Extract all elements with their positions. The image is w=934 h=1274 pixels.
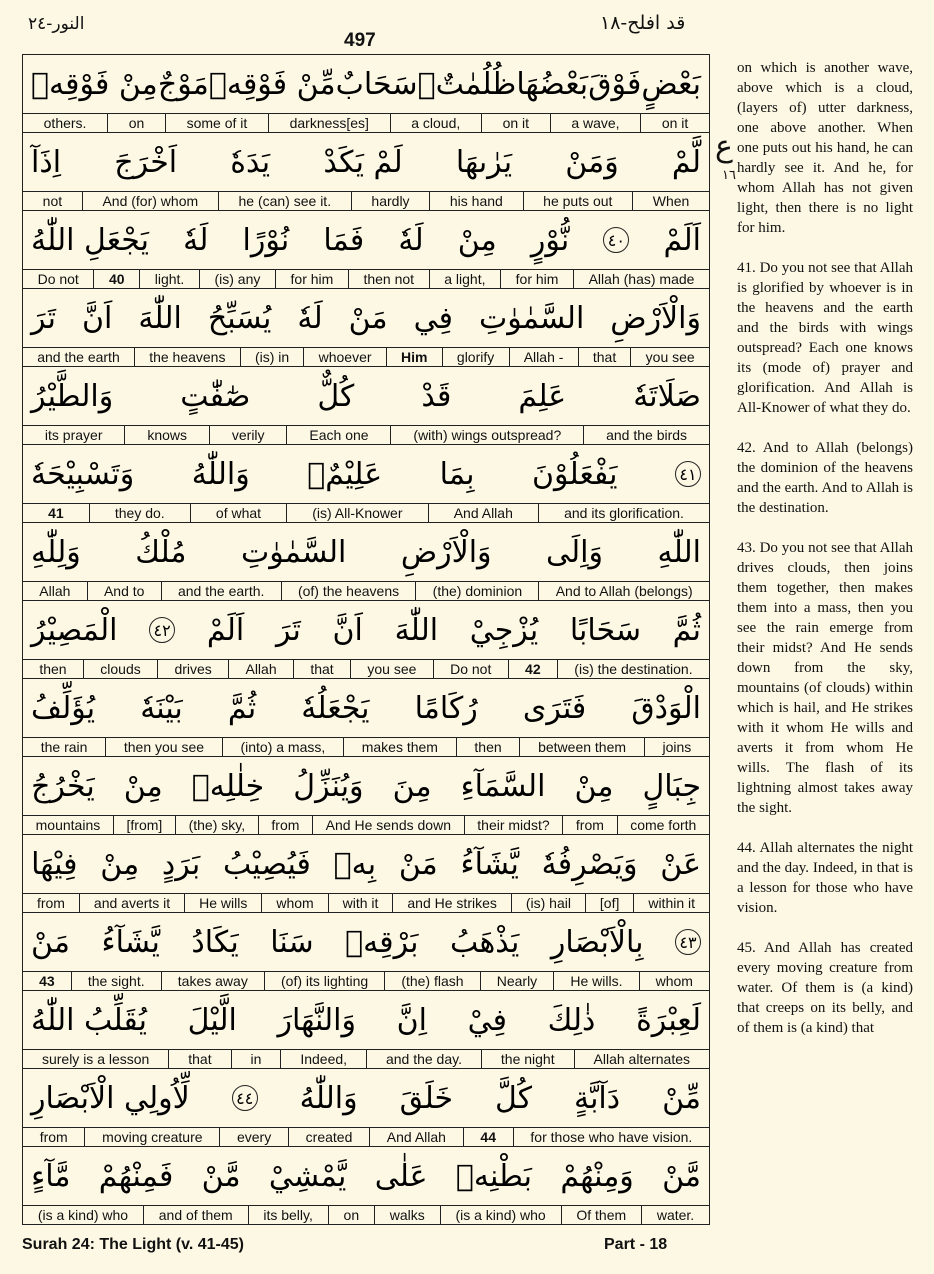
gloss-cell: And to	[87, 582, 161, 600]
arabic-word: لَهٗ	[183, 222, 209, 258]
gloss-cell: then	[456, 738, 520, 756]
english-gloss-line	[23, 425, 709, 444]
arabic-word: مُلْكُ	[135, 534, 187, 570]
arabic-word: يَذْهَبُ	[450, 924, 520, 960]
arabic-word: اَخْرَجَ	[114, 144, 178, 180]
arabic-word: نُوْرًا	[242, 222, 290, 258]
arabic-word: كُلٌّ	[317, 378, 355, 414]
gloss-cell: (is a kind) who	[440, 1206, 561, 1224]
arabic-word: عَلِمَ	[518, 378, 567, 414]
verse-row	[23, 1069, 709, 1147]
arabic-word: يَكَادُ	[191, 924, 239, 960]
gloss-cell: whoever	[303, 348, 385, 366]
gloss-cell: their midst?	[464, 816, 563, 834]
footer-surah-title: Surah 24: The Light (v. 41-45)	[22, 1236, 244, 1253]
arabic-word: اَلَمْ	[206, 612, 245, 648]
gloss-cell: he (can) see it.	[218, 192, 351, 210]
arabic-word: مَنْ	[398, 846, 438, 882]
arabic-word: اَلَمْ	[663, 222, 701, 258]
arabic-word: اَنَّ	[81, 300, 113, 336]
arabic-word: يَفْعَلُوْنَ	[532, 456, 618, 492]
arabic-word: لَّمْ	[671, 144, 701, 180]
gloss-cell: And (for) whom	[82, 192, 218, 210]
arabic-line	[23, 835, 709, 893]
gloss-cell: from	[258, 816, 312, 834]
arabic-word: وَيُنَزِّلُ	[293, 768, 364, 804]
gloss-cell: from	[39, 1129, 68, 1145]
gloss-cell: and averts it	[79, 894, 184, 912]
gloss-cell: the heavens	[134, 348, 240, 366]
gloss-cell: (is) any	[199, 270, 275, 288]
gloss-cell: walks	[374, 1206, 440, 1224]
gloss-verse-number: 41	[48, 505, 64, 521]
english-gloss-line	[23, 1205, 709, 1224]
gloss-cell: the night	[481, 1050, 574, 1068]
arabic-word: لَمْ يَكَدْ	[323, 144, 403, 180]
arabic-word: كُلَّ	[495, 1080, 533, 1116]
header-part-label: قد افلح-١٨	[600, 12, 686, 34]
gloss-cell: [from]	[113, 816, 175, 834]
gloss-cell: verily	[209, 426, 287, 444]
gloss-cell: on it	[481, 114, 550, 132]
gloss-cell: a light,	[429, 270, 500, 288]
gloss-cell: water.	[641, 1206, 709, 1224]
arabic-word: وَالنَّهَارَ	[277, 1002, 356, 1038]
arabic-line	[23, 367, 709, 425]
gloss-verse-number: 43	[39, 973, 55, 989]
gloss-cell: light.	[139, 270, 199, 288]
gloss-cell: that	[293, 660, 350, 678]
gloss-cell: Of them	[561, 1206, 641, 1224]
arabic-word: فَيُصِيْبُ	[222, 846, 311, 882]
arabic-word: مَنْ	[348, 300, 388, 336]
arabic-word: السَّمٰوٰتِ	[241, 534, 347, 570]
arabic-word: وَالطَّيْرُ	[31, 378, 114, 414]
arabic-word: وَالْاَرْضِ	[610, 300, 701, 336]
arabic-word: لَهٗ	[398, 222, 424, 258]
footer-part: Part - 18	[604, 1236, 668, 1253]
translation-paragraph: on which is another wave, above which is a cloud, (layers of) utter darkness, one above another. When one puts out his hand, he can hardly see it. And he, for whom Allah has not given light, then there is no light for him.	[737, 60, 913, 236]
verse-end-marker: ٤١	[675, 461, 701, 487]
arabic-word: بَرَدٍ	[161, 846, 201, 882]
gloss-cell: and its glorification.	[538, 504, 709, 522]
verse-row	[23, 679, 709, 757]
arabic-word: اللّٰهَ	[138, 300, 182, 336]
gloss-cell: (is) hail	[511, 894, 585, 912]
gloss-cell: from	[562, 816, 616, 834]
gloss-cell: [of]	[585, 894, 633, 912]
gloss-cell: (into) a mass,	[222, 738, 343, 756]
gloss-verse-number: 42	[508, 660, 557, 678]
arabic-line	[23, 133, 709, 191]
arabic-word: مِنْ	[123, 768, 163, 804]
gloss-cell: that	[578, 348, 631, 366]
gloss-cell: for him	[275, 270, 348, 288]
gloss-cell: And to Allah (belongs)	[538, 582, 709, 600]
arabic-word: يَّشَآءُ	[101, 924, 160, 960]
arabic-word: بَيْنَهٗ	[140, 690, 183, 726]
arabic-word: يُزْجِيْ	[469, 612, 539, 648]
arabic-word: فِي	[413, 300, 453, 336]
gloss-cell: Do not	[37, 271, 79, 287]
gloss-cell: some of it	[165, 114, 268, 132]
gloss-cell: on	[107, 114, 165, 132]
gloss-cell: then not	[348, 270, 429, 288]
arabic-line	[23, 55, 709, 113]
arabic-word: مِنْ	[457, 222, 497, 258]
gloss-verse-number: 40	[93, 270, 139, 288]
verse-row	[23, 601, 709, 679]
arabic-line	[23, 1147, 709, 1205]
gloss-cell: Allah	[228, 660, 293, 678]
header-surah-label: النور-٢٤	[28, 14, 85, 34]
gloss-cell: a wave,	[550, 114, 641, 132]
arabic-word: لَهٗ	[297, 300, 323, 336]
verse-row	[23, 367, 709, 445]
arabic-word: لَعِبْرَةً	[636, 1002, 701, 1038]
arabic-word: خَلَقَ	[399, 1080, 454, 1116]
gloss-cell: Do not	[433, 660, 508, 678]
arabic-word: بِالْاَبْصَارِ	[550, 924, 644, 960]
verse-row	[23, 991, 709, 1069]
arabic-word: اِذَآ	[31, 144, 62, 180]
verse-row	[23, 913, 709, 991]
gloss-cell: not	[42, 193, 63, 209]
arabic-line	[23, 523, 709, 581]
arabic-line	[23, 1069, 709, 1127]
ruku-ain-marker: ع	[715, 129, 733, 164]
translation-paragraph: 42. And to Allah (belongs) the dominion of the heavens and the earth. And to Allah is the destination.	[737, 440, 913, 516]
gloss-cell: then	[39, 661, 67, 677]
verse-row	[23, 445, 709, 523]
verse-end-marker: ٤٠	[603, 227, 629, 253]
gloss-cell: he puts out	[523, 192, 633, 210]
arabic-word: وَتَسْبِيْحَهٗ	[31, 456, 135, 492]
gloss-cell: makes them	[343, 738, 456, 756]
gloss-cell: and the birds	[583, 426, 709, 444]
translation-paragraph: 44. Allah alternates the night and the day. Indeed, in that is a lesson for those who have vision.	[737, 840, 913, 916]
gloss-cell: Allah	[39, 583, 71, 599]
word-by-word-grid	[22, 54, 710, 1225]
gloss-cell: and He strikes	[392, 894, 510, 912]
verse-end-marker: ٤٢	[149, 617, 175, 643]
verse-end-marker: ٤٤	[232, 1085, 258, 1111]
arabic-word: فَمِنْهُمْ	[98, 1158, 174, 1194]
english-gloss-line	[23, 347, 709, 366]
gloss-cell: moving creature	[84, 1128, 219, 1146]
ruku-number: ١٦	[722, 168, 736, 183]
gloss-cell: (is a kind) who	[37, 1207, 129, 1223]
arabic-line	[23, 757, 709, 815]
gloss-cell: you see	[350, 660, 433, 678]
arabic-word: الَّيْلَ	[187, 1002, 237, 1038]
gloss-cell: on	[328, 1206, 374, 1224]
gloss-cell: And He sends down	[312, 816, 464, 834]
gloss-cell: come forth	[617, 816, 709, 834]
arabic-word: السَّمَآءِ	[460, 768, 546, 804]
gloss-cell: joins	[644, 738, 709, 756]
arabic-word: فَوْقَ	[588, 66, 642, 102]
arabic-word: ثُمَّ	[227, 690, 257, 726]
arabic-word: فَمَا	[323, 222, 365, 258]
translation-column	[737, 58, 913, 1058]
gloss-cell: in	[231, 1050, 281, 1068]
gloss-cell: glorify	[442, 348, 509, 366]
gloss-cell: you see	[630, 348, 709, 366]
arabic-word: بِمَا	[439, 456, 475, 492]
arabic-word: الْمَصِيْرُ	[31, 612, 118, 648]
arabic-word: يَجْعَلُهٗ	[301, 690, 370, 726]
gloss-cell: drives	[157, 660, 228, 678]
arabic-word: وَالْاَرْضِ	[400, 534, 492, 570]
arabic-word: صَلَاتَهٗ	[633, 378, 701, 414]
english-gloss-line	[23, 1127, 709, 1146]
arabic-word: اللّٰهِ	[657, 534, 701, 570]
verse-row	[23, 1147, 709, 1225]
translation-paragraph: 43. Do you not see that Allah drives clouds, then joins them together, then makes them into a mass, then you see the rain emerge from their midst? And He sends down from the sky, mountains (of clouds) within which is hail, and He strikes with it whom He wills and averts it from whom He wills. The flash of its lightning almost takes away the sight.	[737, 540, 913, 816]
arabic-word: تَرَ	[275, 612, 301, 648]
gloss-cell: and the day.	[366, 1050, 481, 1068]
gloss-cell: (of) the heavens	[281, 582, 416, 600]
arabic-word: السَّمٰوٰتِ	[478, 300, 585, 336]
arabic-line	[23, 601, 709, 659]
arabic-word: اللّٰهَ	[394, 612, 439, 648]
english-gloss-line	[23, 503, 709, 522]
arabic-word: سَنَا	[270, 924, 314, 960]
arabic-word: يَجْعَلِ اللّٰهُ	[31, 222, 149, 258]
gloss-cell: And Allah	[369, 1128, 463, 1146]
gloss-cell: clouds	[83, 660, 157, 678]
gloss-cell: for those who have vision.	[513, 1128, 709, 1146]
gloss-cell: (is) the destination.	[557, 660, 709, 678]
arabic-word: يَرٰىهَا	[455, 144, 513, 180]
arabic-line	[23, 913, 709, 971]
gloss-cell: He wills.	[553, 972, 638, 990]
arabic-word: لِّاُولِي الْاَبْصَارِ	[31, 1080, 190, 1116]
english-gloss-line	[23, 659, 709, 678]
arabic-word: دَآبَّةٍ	[574, 1080, 621, 1116]
arabic-word: ذٰلِكَ	[547, 1002, 596, 1038]
gloss-cell: and of them	[143, 1206, 248, 1224]
arabic-word: وَمَنْ	[565, 144, 619, 180]
verse-end-marker: ٤٣	[675, 929, 701, 955]
gloss-cell: (with) wings outspread?	[390, 426, 583, 444]
english-gloss-line	[23, 1049, 709, 1068]
arabic-word: نُّوْرٍ	[530, 222, 570, 258]
arabic-word: عَنْ	[660, 846, 701, 882]
gloss-cell: knows	[124, 426, 209, 444]
arabic-word: اِنَّ	[396, 1002, 427, 1038]
arabic-word: بَطْنِهٖ	[455, 1158, 532, 1194]
arabic-word: صٰٓفّٰتٍ	[180, 378, 251, 414]
english-gloss-line	[23, 971, 709, 990]
verse-row	[23, 55, 709, 133]
arabic-word: اَنَّ	[332, 612, 363, 648]
gloss-cell: whom	[639, 972, 710, 990]
gloss-cell: whom	[261, 894, 327, 912]
english-gloss-line	[23, 113, 709, 132]
gloss-cell: When	[632, 192, 709, 210]
gloss-cell: with it	[328, 894, 393, 912]
arabic-word: مِّنْ	[662, 1080, 701, 1116]
gloss-cell: within it	[633, 894, 709, 912]
gloss-cell: they do.	[89, 504, 190, 522]
arabic-word: عَلٰى	[374, 1158, 428, 1194]
arabic-word: مَّنْ	[201, 1158, 241, 1194]
gloss-cell: and the earth.	[161, 582, 281, 600]
arabic-word: يُؤَلِّفُ	[31, 690, 96, 726]
arabic-word: الْوَدْقَ	[631, 690, 701, 726]
gloss-cell: (of) its lighting	[264, 972, 384, 990]
arabic-word: يُقَلِّبُ اللّٰهُ	[31, 1002, 147, 1038]
gloss-cell: every	[219, 1128, 288, 1146]
gloss-cell: from	[36, 895, 65, 911]
arabic-line	[23, 289, 709, 347]
english-gloss-line	[23, 269, 709, 288]
arabic-word: وَمِنْهُمْ	[560, 1158, 634, 1194]
arabic-word: تَرَ	[31, 300, 56, 336]
english-gloss-line	[23, 191, 709, 210]
gloss-cell: And Allah	[428, 504, 538, 522]
arabic-word: مِنْ	[100, 846, 140, 882]
arabic-word: خِلٰلِهٖ	[191, 768, 265, 804]
arabic-word: وَيَصْرِفُهٗ	[541, 846, 638, 882]
arabic-line	[23, 211, 709, 269]
verse-row	[23, 835, 709, 913]
arabic-word: يَخْرُجُ	[31, 768, 95, 804]
translation-paragraph: 41. Do you not see that Allah is glorified by whoever is in the heavens and the earth and the birds with wings outspread? Each one knows its (mode of) prayer and glorification. And Allah is All-Knower of what they do.	[737, 260, 913, 416]
gloss-cell: Allah (has) made	[573, 270, 709, 288]
arabic-line	[23, 679, 709, 737]
english-gloss-line	[23, 815, 709, 834]
gloss-cell: and the earth	[37, 349, 120, 365]
arabic-word: مَّآءٍ	[31, 1158, 71, 1194]
gloss-cell: Each one	[286, 426, 390, 444]
arabic-word: وَلِلّٰهِ	[31, 534, 81, 570]
gloss-cell: (is) All-Knower	[286, 504, 427, 522]
verse-row	[23, 523, 709, 601]
arabic-word: جِبَالٍ	[642, 768, 701, 804]
gloss-cell: Allah -	[509, 348, 578, 366]
gloss-cell: surely is a lesson	[41, 1051, 150, 1067]
arabic-word: قَدْ	[421, 378, 452, 414]
arabic-word: رُكَامًا	[414, 690, 478, 726]
gloss-cell: Nearly	[480, 972, 554, 990]
gloss-cell: his hand	[429, 192, 522, 210]
arabic-word: وَاللّٰهُ	[191, 456, 250, 492]
gloss-cell: that	[168, 1050, 230, 1068]
arabic-word: مَنْ	[31, 924, 70, 960]
arabic-word: سَحَابًا	[569, 612, 641, 648]
gloss-cell: (is) in	[240, 348, 304, 366]
arabic-word: بِهٖ	[333, 846, 377, 882]
verse-row	[23, 211, 709, 289]
arabic-word: يُسَبِّحُ	[207, 300, 272, 336]
gloss-cell: created	[288, 1128, 369, 1146]
gloss-cell: its prayer	[44, 427, 103, 443]
gloss-cell: Indeed,	[280, 1050, 366, 1068]
arabic-word: بَرْقِهٖ	[345, 924, 419, 960]
arabic-word: وَاللّٰهُ	[299, 1080, 358, 1116]
gloss-cell: the rain	[40, 739, 88, 755]
arabic-word: فِيْهَا	[31, 846, 78, 882]
arabic-line	[23, 991, 709, 1049]
arabic-word: يَّمْشِيْ	[268, 1158, 347, 1194]
gloss-cell: on it	[640, 114, 709, 132]
english-gloss-line	[23, 893, 709, 912]
gloss-cell: the sight.	[71, 972, 161, 990]
arabic-word: عَلِيْمٌۢ	[307, 456, 383, 492]
gloss-cell: takes away	[161, 972, 264, 990]
arabic-word: فِيْ	[467, 1002, 507, 1038]
gloss-cell: a cloud,	[390, 114, 481, 132]
gloss-cell: for him	[500, 270, 573, 288]
page-number: 497	[344, 30, 376, 51]
arabic-word: مِنْ	[574, 768, 614, 804]
gloss-cell: darkness[es]	[268, 114, 390, 132]
verse-row	[23, 133, 709, 211]
arabic-word: فَتَرَى	[522, 690, 587, 726]
arabic-word: يَّشَآءُ	[460, 846, 519, 882]
arabic-line	[23, 445, 709, 503]
gloss-cell: then you see	[105, 738, 222, 756]
gloss-cell: (the) sky,	[175, 816, 258, 834]
arabic-word: بَعْضُهَا	[516, 66, 589, 102]
arabic-word: بَعْضٍ	[641, 66, 701, 102]
arabic-word: وَاِلَى	[546, 534, 603, 570]
arabic-word: مَّنْ	[662, 1158, 701, 1194]
gloss-cell: Him	[386, 348, 442, 366]
arabic-word: مَوْجٌ	[157, 66, 209, 102]
gloss-verse-number: 44	[463, 1128, 513, 1146]
translation-paragraph: 45. And Allah has created every moving creature from water. Of them is (a kind) that creeps on its belly, and of them is (a kind) that	[737, 940, 913, 1036]
gloss-cell: between them	[519, 738, 643, 756]
gloss-cell: He wills	[184, 894, 261, 912]
arabic-word: مِنْ فَوْقِهٖ	[31, 66, 158, 102]
gloss-cell: hardly	[351, 192, 429, 210]
arabic-word: ثُمَّ	[672, 612, 701, 648]
gloss-cell: mountains	[35, 817, 101, 833]
english-gloss-line	[23, 737, 709, 756]
arabic-word: ظُلُمٰتٌۢ	[417, 66, 517, 102]
gloss-cell: (the) flash	[384, 972, 479, 990]
gloss-cell: Allah alternates	[574, 1050, 709, 1068]
verse-row	[23, 757, 709, 835]
arabic-word: يَدَهٗ	[230, 144, 271, 180]
arabic-word: سَحَابٌ	[335, 66, 418, 102]
gloss-cell: (the) dominion	[415, 582, 538, 600]
gloss-cell: others.	[43, 115, 87, 131]
arabic-word: مِّنْ فَوْقِهٖ	[208, 66, 336, 102]
verse-row	[23, 289, 709, 367]
gloss-cell: of what	[190, 504, 286, 522]
arabic-word: مِنَ	[392, 768, 432, 804]
english-gloss-line	[23, 581, 709, 600]
gloss-cell: its belly,	[248, 1206, 328, 1224]
